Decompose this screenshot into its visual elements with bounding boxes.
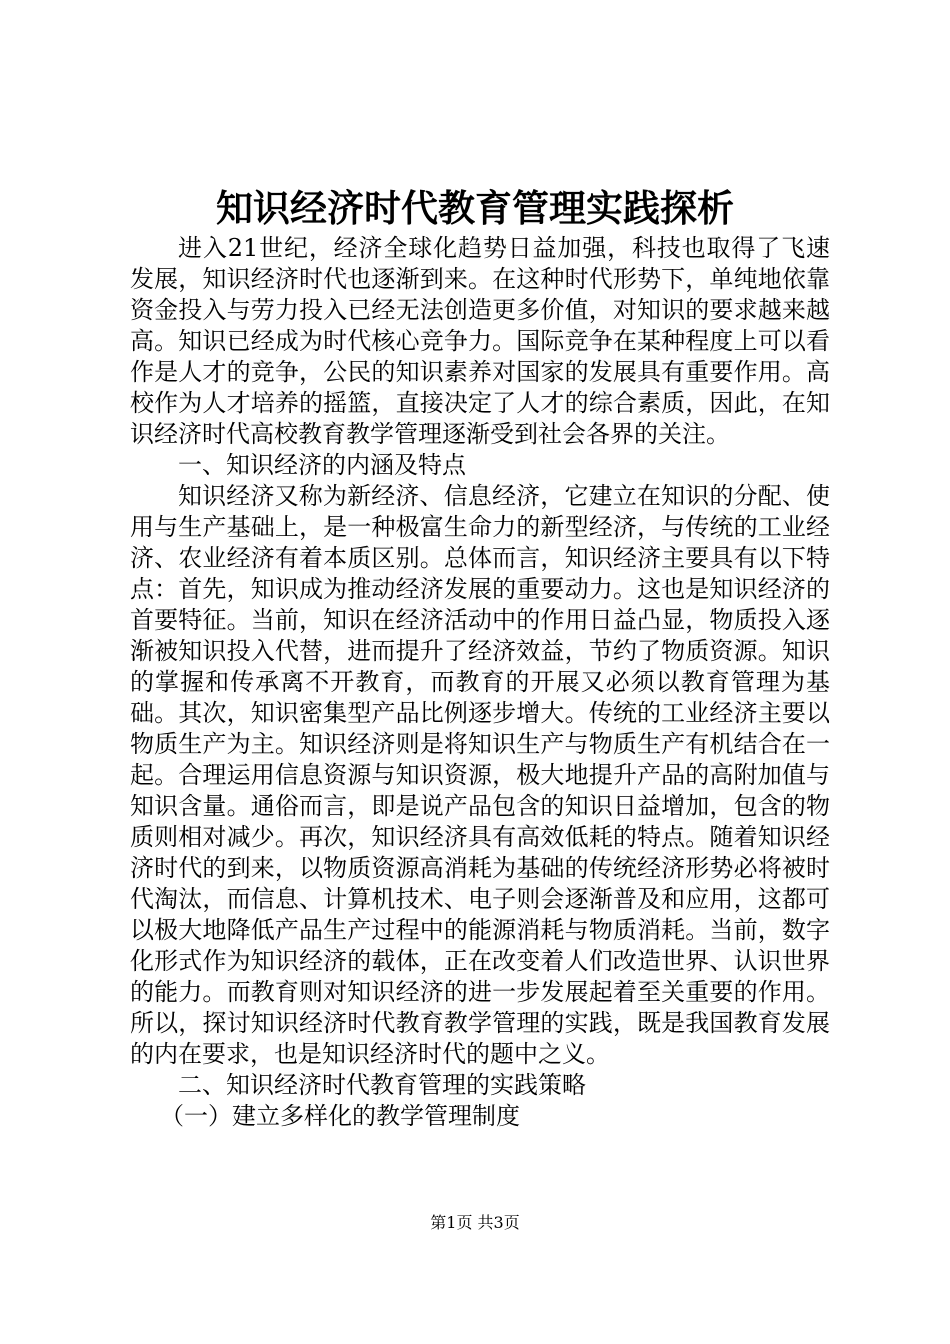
- intro-paragraph: 进入21世纪，经济全球化趋势日益加强，科技也取得了飞速发展，知识经济时代也逐渐到来。在这种时代形势下，单纯地依靠资金投入与劳力投入已经无法创造更多价值，对知识的要求越来越高。知识已经成为时代核心竞争力。国际竞争在某种程度上可以看作是人才的竞争，公民的知识素养对国家的发展具有重要作用。高校作为人才培养的摇篮，直接决定了人才的综合素质，因此，在知识经济时代高校教育教学管理逐渐受到社会各界的关注。: [130, 234, 830, 448]
- page-footer: 第1页 共3页: [430, 1213, 520, 1232]
- section-heading-2: 二、知识经济时代教育管理的实践策略: [178, 1071, 586, 1099]
- section-1-paragraph: 知识经济又称为新经济、信息经济，它建立在知识的分配、使用与生产基础上，是一种极富生命力的新型经济，与传统的工业经济、农业经济有着本质区别。总体而言，知识经济主要具有以下特点：首先，知识成为推动经济发展的重要动力。这也是知识经济的首要特征。当前，知识在经济活动中的作用日益凸显，物质投入逐渐被知识投入代替，进而提升了经济效益，节约了物质资源。知识的掌握和传承离不开教育，而教育的开展又必须以教育管理为基础。其次，知识密集型产品比例逐步增大。传统的工业经济主要以物质生产为主。知识经济则是将知识生产与物质生产有机结合在一起。合理运用信息资源与知识资源，极大地提升产品的高附加值与知识含量。通俗而言，即是说产品包含的知识日益增加，包含的物质则相对减少。再次，知识经济具有高效低耗的特点。随着知识经济时代的到来，以物质资源高消耗为基础的传统经济形势必将被时代淘汰，而信息、计算机技术、电子则会逐渐普及和应用，这都可以极大地降低产品生产过程中的能源消耗与物质消耗。当前，数字化形式作为知识经济的载体，正在改变着人们改造世界、认识世界的能力。而教育则对知识经济的进一步发展起着至关重要的作用。所以，探讨知识经济时代教育教学管理的实践，既是我国教育发展的内在要求，也是知识经济时代的题中之义。: [130, 482, 830, 1068]
- document-body: [130, 233, 830, 1132]
- document-title: 知识经济时代教育管理实践探析: [216, 186, 734, 230]
- section-heading-1: 一、知识经济的内涵及特点: [178, 451, 466, 479]
- subsection-heading-1: （一）建立多样化的教学管理制度: [160, 1102, 520, 1130]
